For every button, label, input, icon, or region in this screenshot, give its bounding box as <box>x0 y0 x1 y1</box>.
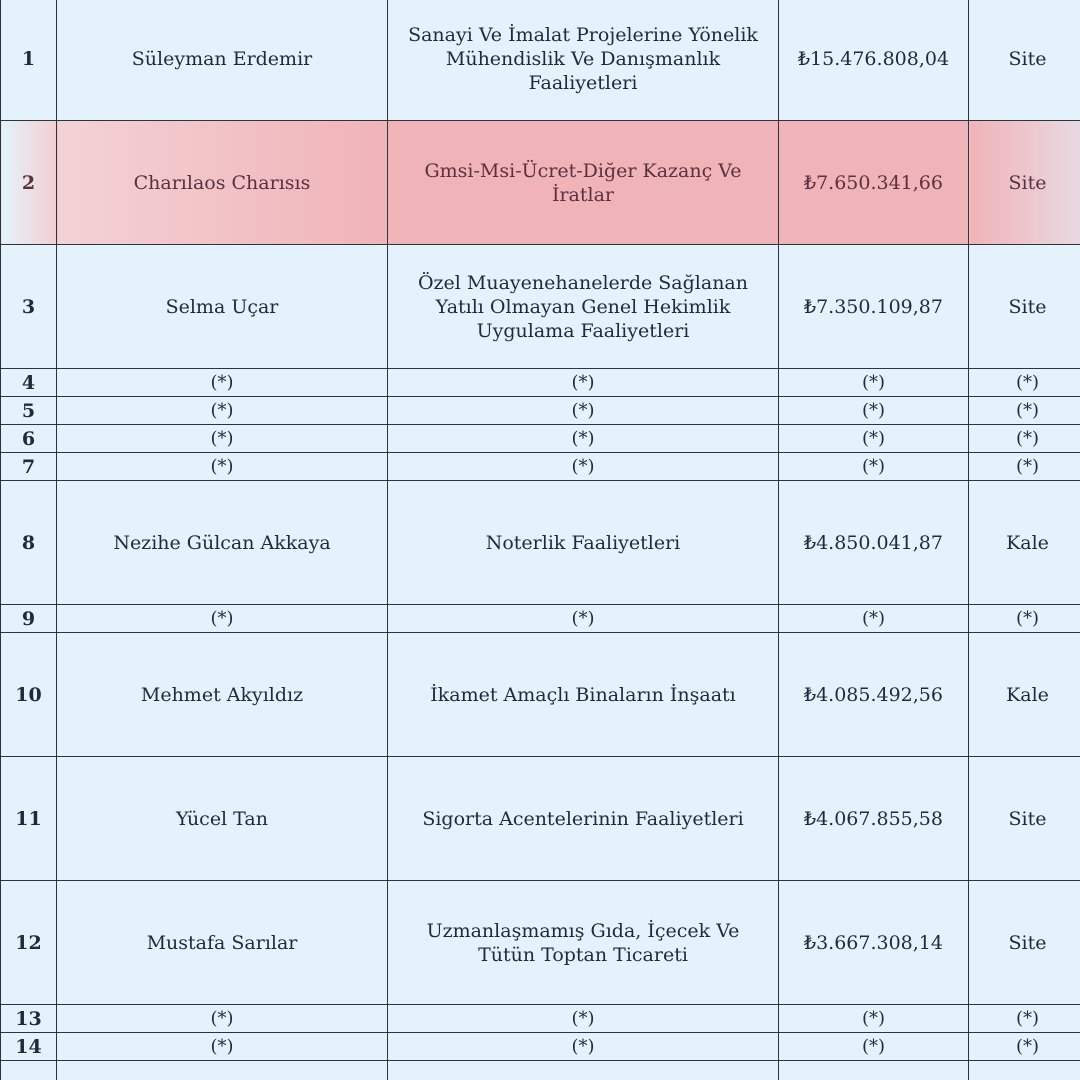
taxpayer-name: (*) <box>57 397 388 425</box>
activity-description: Sigorta Acentelerinin Faaliyetleri <box>388 757 779 881</box>
source-label: Site <box>969 0 1080 121</box>
table-row-partial <box>1 1061 1080 1080</box>
row-number: 5 <box>1 397 57 425</box>
taxpayer-name: (*) <box>57 605 388 633</box>
source-label: Kale <box>969 633 1080 757</box>
empty-cell <box>969 1061 1080 1080</box>
activity-description: Uzmanlaşmamış Gıda, İçecek Ve Tütün Toptan Ticareti <box>388 881 779 1005</box>
tax-amount: (*) <box>779 453 969 481</box>
tax-amount: ₺15.476.808,04 <box>779 0 969 121</box>
activity-description: Sanayi Ve İmalat Projelerine Yönelik Mühendislik Ve Danışmanlık Faaliyetleri <box>388 0 779 121</box>
source-label: Site <box>969 245 1080 369</box>
row-number: 10 <box>1 633 57 757</box>
table-row <box>1 245 1080 369</box>
row-number: 13 <box>1 1005 57 1033</box>
table-row <box>1 1033 1080 1061</box>
row-number: 1 <box>1 0 57 121</box>
taxpayer-name: Yücel Tan <box>57 757 388 881</box>
empty-cell <box>1 1061 57 1080</box>
source-label: (*) <box>969 453 1080 481</box>
source-label: Site <box>969 121 1080 245</box>
source-label: (*) <box>969 1033 1080 1061</box>
table-row <box>1 481 1080 605</box>
source-label: Site <box>969 757 1080 881</box>
row-number: 2 <box>1 121 57 245</box>
tax-amount: (*) <box>779 1005 969 1033</box>
taxpayer-name: (*) <box>57 369 388 397</box>
row-number: 12 <box>1 881 57 1005</box>
row-number: 6 <box>1 425 57 453</box>
table-row <box>1 425 1080 453</box>
taxpayer-name: Mehmet Akyıldız <box>57 633 388 757</box>
row-number: 7 <box>1 453 57 481</box>
tax-amount: (*) <box>779 369 969 397</box>
activity-description: Noterlik Faaliyetleri <box>388 481 779 605</box>
activity-description: İkamet Amaçlı Binaların İnşaatı <box>388 633 779 757</box>
table-row <box>1 605 1080 633</box>
taxpayer-name: Nezihe Gülcan Akkaya <box>57 481 388 605</box>
row-number: 9 <box>1 605 57 633</box>
table-row <box>1 369 1080 397</box>
taxpayer-name: Mustafa Sarılar <box>57 881 388 1005</box>
table-row <box>1 0 1080 121</box>
activity-description: (*) <box>388 397 779 425</box>
empty-cell <box>388 1061 779 1080</box>
table-row <box>1 1005 1080 1033</box>
source-label: Site <box>969 881 1080 1005</box>
tax-amount: ₺4.850.041,87 <box>779 481 969 605</box>
table-row <box>1 633 1080 757</box>
tax-amount: ₺7.650.341,66 <box>779 121 969 245</box>
empty-cell <box>779 1061 969 1080</box>
tax-amount: (*) <box>779 425 969 453</box>
tax-amount: ₺7.350.109,87 <box>779 245 969 369</box>
activity-description: (*) <box>388 1033 779 1061</box>
row-number: 8 <box>1 481 57 605</box>
taxpayer-name: (*) <box>57 453 388 481</box>
source-label: (*) <box>969 369 1080 397</box>
row-number: 3 <box>1 245 57 369</box>
activity-description: (*) <box>388 1005 779 1033</box>
taxpayer-name: (*) <box>57 1005 388 1033</box>
activity-description: Gmsi-Msi-Ücret-Diğer Kazanç Ve İratlar <box>388 121 779 245</box>
activity-description: (*) <box>388 425 779 453</box>
activity-description: (*) <box>388 453 779 481</box>
row-number: 11 <box>1 757 57 881</box>
source-label: (*) <box>969 605 1080 633</box>
tax-amount: ₺4.085.492,56 <box>779 633 969 757</box>
activity-description: (*) <box>388 605 779 633</box>
tax-amount: ₺4.067.855,58 <box>779 757 969 881</box>
taxpayer-name: (*) <box>57 425 388 453</box>
tax-amount: (*) <box>779 1033 969 1061</box>
taxpayer-name: (*) <box>57 1033 388 1061</box>
taxpayer-name: Selma Uçar <box>57 245 388 369</box>
empty-cell <box>57 1061 388 1080</box>
taxpayer-name: Süleyman Erdemir <box>57 0 388 121</box>
source-label: (*) <box>969 397 1080 425</box>
table-row <box>1 757 1080 881</box>
source-label: Kale <box>969 481 1080 605</box>
row-number: 14 <box>1 1033 57 1061</box>
table-row <box>1 397 1080 425</box>
row-number: 4 <box>1 369 57 397</box>
activity-description: Özel Muayenehanelerde Sağlanan Yatılı Olmayan Genel Hekimlik Uygulama Faaliyetleri <box>388 245 779 369</box>
taxpayer-name: Charılaos Charısıs <box>57 121 388 245</box>
table-row-highlighted <box>1 121 1080 245</box>
tax-amount: ₺3.667.308,14 <box>779 881 969 1005</box>
table-row <box>1 453 1080 481</box>
source-label: (*) <box>969 425 1080 453</box>
tax-amount: (*) <box>779 605 969 633</box>
source-label: (*) <box>969 1005 1080 1033</box>
activity-description: (*) <box>388 369 779 397</box>
tax-amount: (*) <box>779 397 969 425</box>
table-row <box>1 881 1080 1005</box>
